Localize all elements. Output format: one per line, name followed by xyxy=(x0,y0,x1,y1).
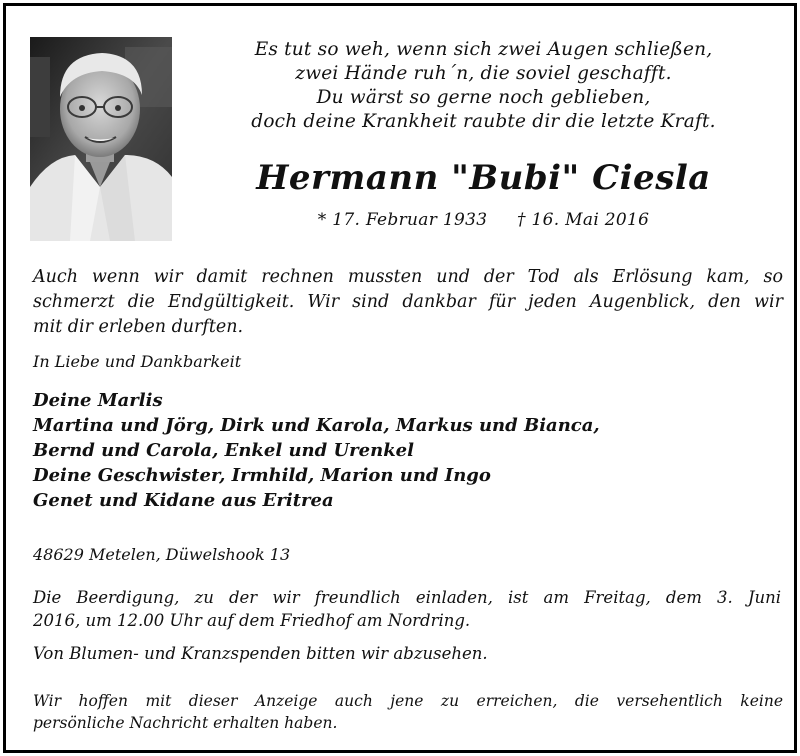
family-list xyxy=(33,388,600,513)
funeral-info xyxy=(33,586,781,632)
family-line: Deine Marlis xyxy=(33,390,163,411)
deceased-name: Hermann "Bubi" Ciesla xyxy=(256,158,711,198)
message-paragraph xyxy=(33,265,783,340)
death-date: † 16. Mai 2016 xyxy=(517,210,650,230)
family-line: Genet und Kidane aus Eritrea xyxy=(33,490,334,511)
closing-phrase: In Liebe und Dankbarkeit xyxy=(33,352,242,371)
memorial-poem xyxy=(206,38,761,134)
family-line: Bernd und Carola, Enkel und Urenkel xyxy=(33,440,414,461)
notice-paragraph xyxy=(33,690,783,734)
notice-line: Wir hoffen mit dieser Anzeige auch jene zu erreichen, die versehentlich keine xyxy=(33,692,783,710)
life-dates xyxy=(206,210,761,230)
notice-line: persönliche Nachricht erhalten haben. xyxy=(33,714,338,732)
poem-line: doch deine Krankheit raubte dir die letzte Kraft. xyxy=(251,111,716,132)
poem-line: zwei Hände ruh´n, die soviel geschafft. xyxy=(295,63,672,84)
portrait-photo xyxy=(30,37,172,241)
funeral-line: Die Beerdigung, zu der wir freundlich einladen, ist am Freitag, dem 3. Juni xyxy=(33,588,781,607)
obituary-frame xyxy=(3,3,797,753)
family-line: Deine Geschwister, Irmhild, Marion und Ingo xyxy=(33,465,491,486)
message-line: mit dir erleben durften. xyxy=(33,317,244,337)
family-line: Martina und Jörg, Dirk und Karola, Markus und Bianca, xyxy=(33,415,600,436)
poem-line: Es tut so weh, wenn sich zwei Augen schließen, xyxy=(254,39,713,60)
message-line: schmerzt die Endgültigkeit. Wir sind dankbar für jeden Augenblick, den wir xyxy=(33,292,783,312)
flowers-note: Von Blumen- und Kranzspenden bitten wir abzusehen. xyxy=(33,644,488,663)
address: 48629 Metelen, Düwelshook 13 xyxy=(33,545,291,564)
funeral-line: 2016, um 12.00 Uhr auf dem Friedhof am Nordring. xyxy=(33,611,471,630)
message-line: Auch wenn wir damit rechnen mussten und der Tod als Erlösung kam, so xyxy=(33,267,783,287)
poem-line: Du wärst so gerne noch geblieben, xyxy=(316,87,651,108)
birth-date: * 17. Februar 1933 xyxy=(317,210,488,230)
